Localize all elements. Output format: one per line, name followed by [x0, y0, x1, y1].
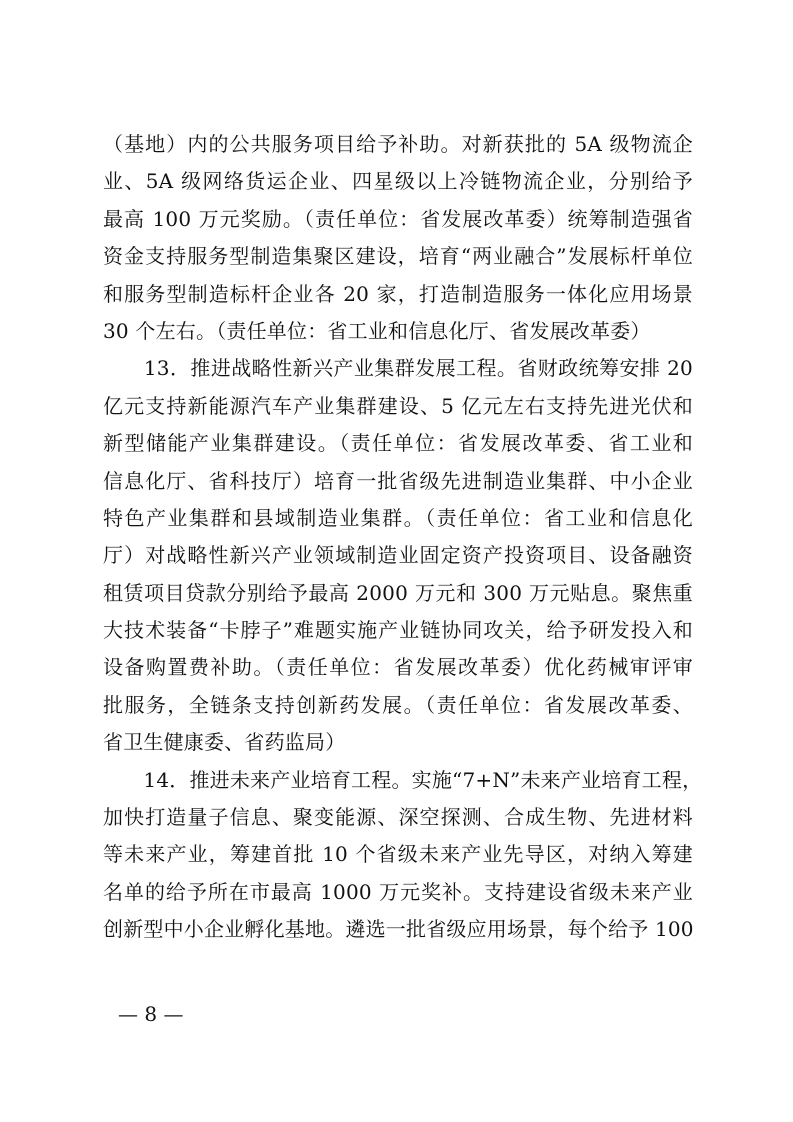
text-line: 厅）对战略性新兴产业领域制造业固定资产投资项目、设备融资 — [103, 543, 693, 568]
text-line: 资金支持服务型制造集聚区建设，培育“两业融合”发展标杆单位 — [103, 244, 693, 269]
text-line: 等未来产业，筹建首批 10 个省级未来产业先导区，对纳入筹建 — [103, 842, 693, 867]
text-line: 新型储能产业集群建设。（责任单位：省发展改革委、省工业和 — [103, 431, 693, 456]
text-line: 加快打造量子信息、聚变能源、深空探测、合成生物、先进材料 — [103, 805, 693, 830]
text-line: 和服务型制造标杆企业各 20 家，打造制造服务一体化应用场景 — [103, 281, 693, 306]
text-line: 14．推进未来产业培育工程。实施“7+N”未来产业培育工程， — [103, 767, 703, 792]
text-line: 最高 100 万元奖励。（责任单位：省发展改革委）统筹制造强省 — [103, 206, 693, 231]
text-line: （基地）内的公共服务项目给予补助。对新获批的 5A 级物流企 — [103, 132, 693, 156]
text-line: 业、5A 级网络货运企业、四星级以上冷链物流企业，分别给予 — [103, 169, 693, 194]
text-line: 大技术装备“卡脖子”难题实施产业链协同攻关，给予研发投入和 — [103, 618, 693, 643]
text-line: 信息化厅、省科技厅）培育一批省级先进制造业集群、中小企业 — [103, 468, 693, 493]
text-line: 30 个左右。（责任单位：省工业和信息化厅、省发展改革委） — [103, 318, 651, 343]
text-line: 亿元支持新能源汽车产业集群建设、5 亿元左右支持先进光伏和 — [103, 393, 693, 418]
page-number: — 8 — — [118, 1002, 184, 1026]
text-line: 13．推进战略性新兴产业集群发展工程。省财政统筹安排 20 — [103, 356, 693, 381]
text-line: 省卫生健康委、省药监局） — [103, 730, 346, 755]
text-line: 名单的给予所在市最高 1000 万元奖补。支持建设省级未来产业 — [103, 879, 693, 904]
body-text — [103, 126, 703, 949]
text-line: 设备购置费补助。（责任单位：省发展改革委）优化药械审评审 — [103, 655, 693, 680]
text-line: 批服务，全链条支持创新药发展。（责任单位：省发展改革委、 — [103, 692, 693, 717]
text-line: 创新型中小企业孵化基地。遴选一批省级应用场景，每个给予 100 — [103, 917, 694, 942]
text-line: 特色产业集群和县域制造业集群。（责任单位：省工业和信息化 — [103, 505, 693, 530]
text-line: 租赁项目贷款分别给予最高 2000 万元和 300 万元贴息。聚焦重 — [103, 580, 693, 605]
